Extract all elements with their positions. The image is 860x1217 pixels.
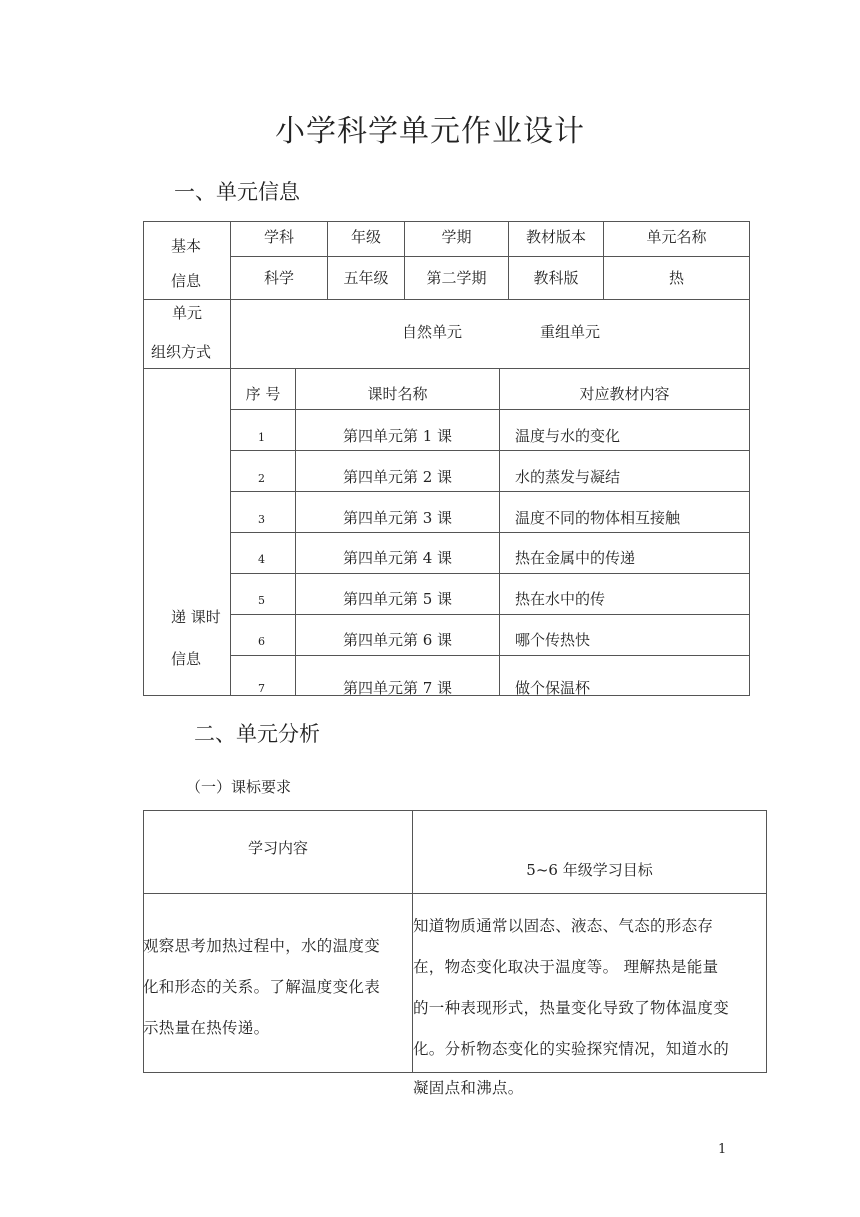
lesson-no: 1 [258,431,265,444]
lesson-header-no: 序 号 [245,385,281,403]
basic-info-label-2: 信息 [171,272,202,290]
lesson-no: 5 [258,594,265,607]
lesson-no: 4 [258,553,265,566]
org-option-regrouped: 重组单元 [540,323,601,341]
header-semester: 学期 [441,228,472,246]
lesson-content: 温度与水的变化 [515,427,621,445]
section-heading-unit-info: 一、单元信息 [174,180,300,204]
lesson-content: 温度不同的物体相互接触 [515,509,681,527]
content-line: 化和形态的关系。了解温度变化表 [143,978,381,996]
value-subject: 科学 [263,269,294,287]
lesson-content: 水的蒸发与凝结 [515,468,621,486]
value-textbook: 教科版 [533,269,579,287]
org-label-1: 单元 [172,304,203,322]
section-heading-unit-analysis: 二、单元分析 [194,722,320,746]
header-textbook: 教材版本 [525,228,586,246]
goal-line: 在，物态变化取决于温度等。 理解热是能量 [413,958,719,976]
page-number: 1 [718,1142,727,1157]
value-grade: 五年级 [343,269,389,287]
lesson-no: 6 [258,635,265,648]
lesson-name: 第四单元第 2 课 [342,468,453,486]
lesson-name: 第四单元第 6 课 [342,631,453,649]
org-label-2: 组织方式 [151,343,212,361]
value-unit-name: 热 [668,269,684,287]
goal-line: 化。分析物态变化的实验探究情况，知道水的 [413,1040,730,1058]
content-line: 示热量在热传递。 [143,1019,270,1037]
document-title: 小学科学单元作业设计 [275,114,585,149]
col-header-learning-content: 学习内容 [247,839,308,857]
lesson-name: 第四单元第 1 课 [342,427,453,445]
lesson-content: 做个保温杯 [515,679,591,695]
lesson-name: 第四单元第 5 课 [342,590,453,608]
lesson-info-label-2: 信息 [171,650,202,668]
lesson-info-label-1: 递 课时 [171,608,221,626]
goal-line: 凝固点和沸点。 [413,1079,524,1097]
lesson-no: 3 [258,513,265,526]
subsection-curriculum-requirements: （一）课标要求 [186,778,292,796]
col-header-learning-goals: 5~6 年级学习目标 [526,861,653,879]
lesson-name: 第四单元第 3 课 [342,509,453,527]
lesson-no: 2 [258,472,265,485]
lesson-name: 第四单元第 4 课 [342,549,453,567]
org-option-natural: 自然单元 [402,323,463,341]
header-subject: 学科 [263,228,294,246]
lesson-header-name: 课时名称 [367,385,428,403]
lesson-content: 热在水中的传 [515,590,606,608]
goal-line: 知道物质通常以固态、液态、气态的形态存 [413,917,714,935]
value-semester: 第二学期 [426,269,487,287]
header-grade: 年级 [350,228,381,246]
header-unit-name: 单元名称 [646,228,707,246]
basic-info-label-1: 基本 [171,237,202,255]
lesson-no: 7 [258,682,265,695]
lesson-name: 第四单元第 7 课 [342,679,453,695]
goal-line: 的一种表现形式，热量变化导致了物体温度变 [413,999,730,1017]
content-line: 观察思考加热过程中，水的温度变 [143,937,381,955]
lesson-content: 哪个传热快 [515,631,591,649]
lesson-content: 热在金属中的传递 [515,549,636,567]
lesson-header-content: 对应教材内容 [579,385,670,403]
